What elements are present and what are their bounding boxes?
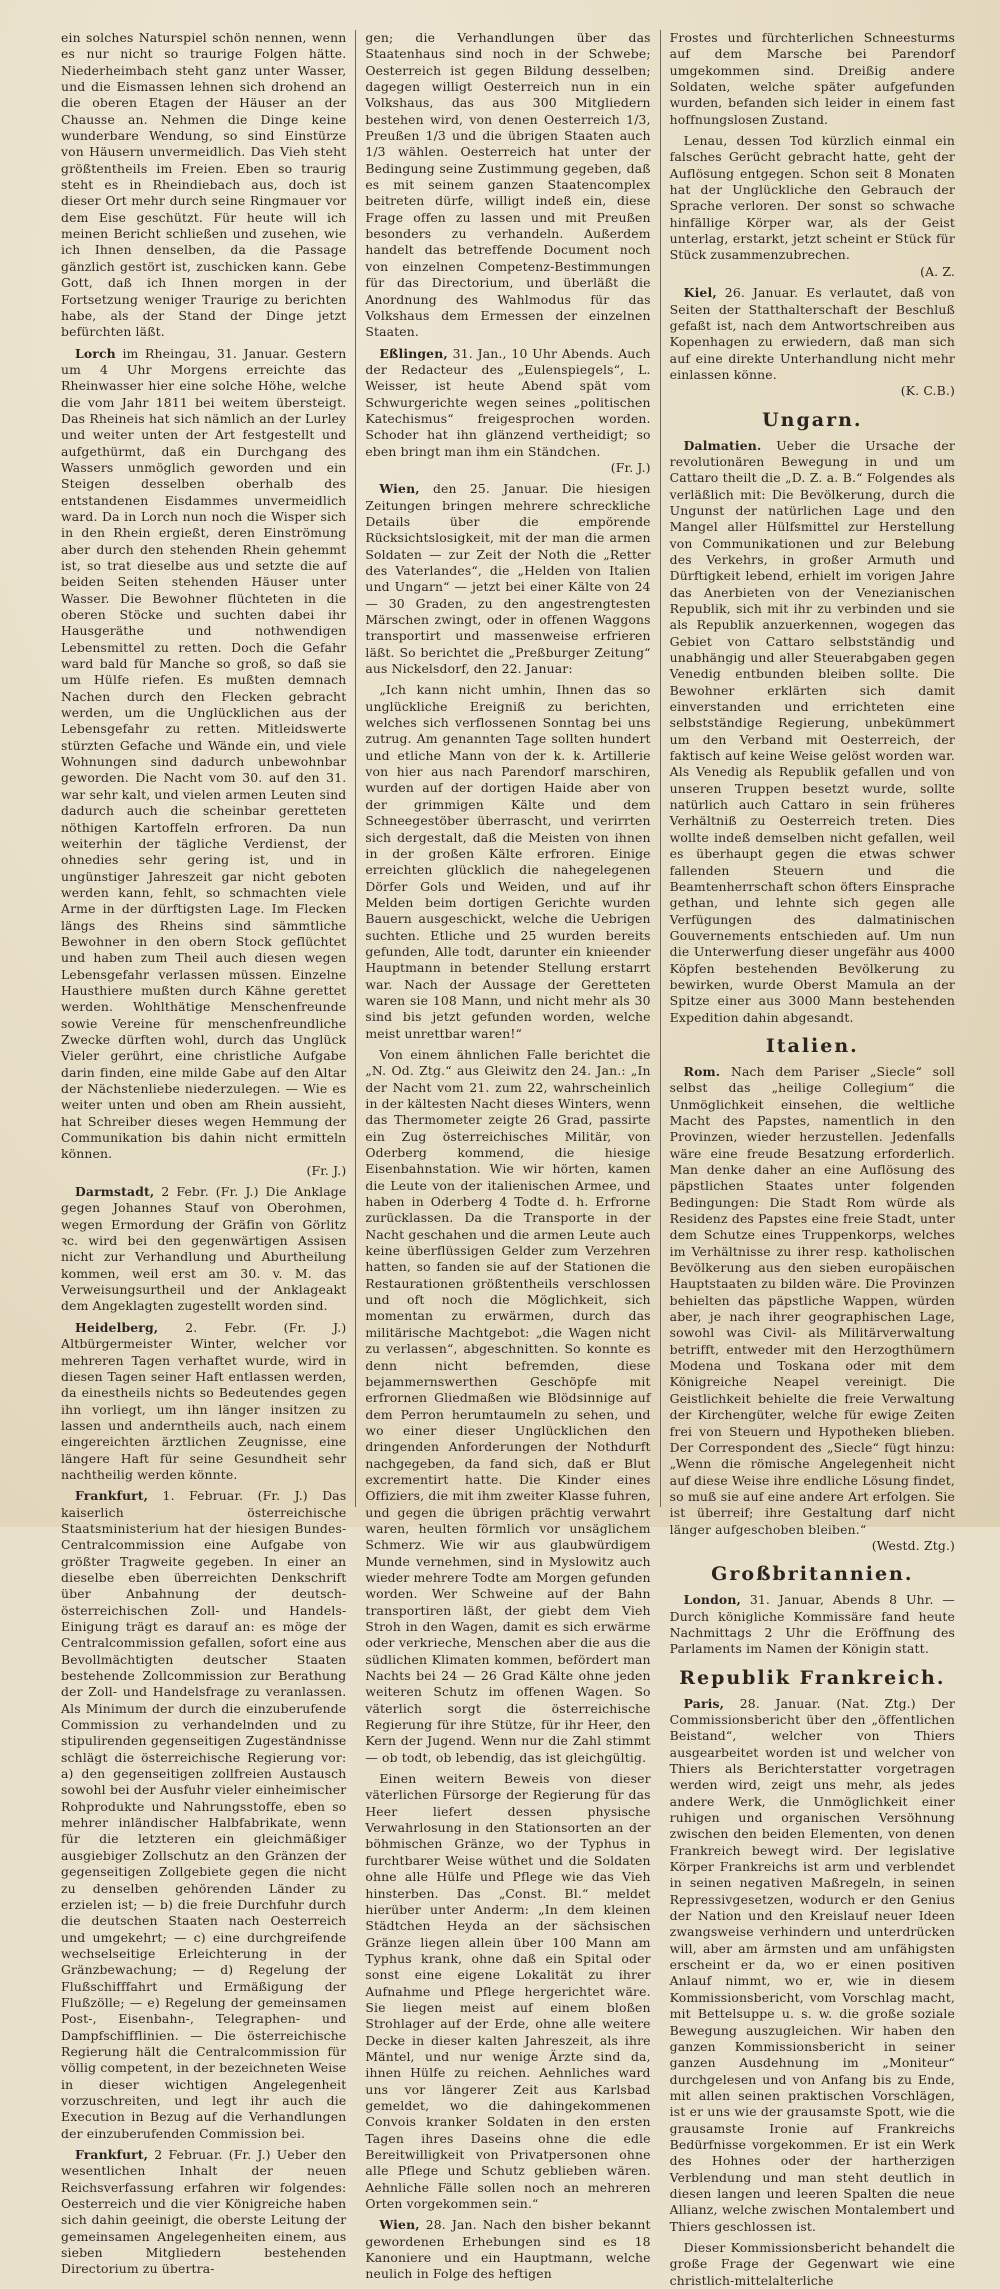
article-text: Dieser Kommissionsbericht behandelt die große Frage der Gegenwart wie eine christlich-mittelalterliche	[669, 2239, 955, 2288]
dateline-place: Rom.	[683, 1063, 721, 1079]
dateline-place: Dalmatien.	[683, 437, 762, 453]
dateline-place: Wien,	[379, 481, 420, 497]
news-article	[670, 2240, 955, 2289]
article-text: 31. Jan., 10 Uhr Abends. Auch der Redacteur des „Eulenspiegels“, L. Weisser, ist heute Abend spät vom Schwurgerichte wegen seines „politischen Katechismus“ freigesprochen worden. Schoder hat ihn glänzend vertheidigt; so eben bringt man ihm ein Ständchen.	[365, 345, 651, 459]
dateline-place: Lorch	[75, 345, 116, 361]
dateline-place: Eßlingen,	[379, 345, 448, 361]
dateline-place: Heidelberg,	[75, 1319, 159, 1335]
article-text: den 25. Januar. Die hiesigen Zeitungen bringen mehrere schreckliche Details über die empörende Rücksichtslosigkeit, mit der man die armen Soldaten — zur Zeit der Noth die „Retter des Vaterlandes“, die „Helden von Italien und Ungarn“ — jetzt bei einer Kälte von 24 — 30 Graden, zu den angestrengtesten Märschen zwingt, oder in offenen Waggons transportirt und massenweise erfrieren läßt. So berichtet die „Preßburger Zeitung“ aus Nickelsdorf, den 22. Januar:	[365, 481, 651, 677]
article-text: 31. Januar, Abends 8 Uhr. — Durch königliche Kommissäre fand heute Nachmittags 2 Uhr die Eröffnung des Parlaments im Namen der Königin statt.	[669, 1592, 955, 1657]
section-heading: Ungarn.	[762, 408, 863, 431]
article-text: im Rheingau, 31. Januar. Gestern um 4 Uhr Morgens erreichte das Rheinwasser hier eine solche Höhe, welche die vom Jahr 1811 bei weitem übersteigt. Das Rheineis hat sich nämlich an der Lurley und weiter unten der Art festgestellt und aufgethürmt, daß ein Durchgang des Wassers unmöglich geworden und ein Steigen desselben oberhalb des entstandenen Eisdammes unvermeidlich ward. Da in Lorch nun noch die Wisper sich in den Rhein ergießt, deren Einströmung aber durch den stehenden Rhein gehemmt ist, so trat dieselbe aus und setzte die auf beiden Seiten stehenden Häuser unter Wasser. Die Bewohner flüchteten in die oberen Stöcke und suchten dabei ihr Hausgeräthe und nothwendigen Lebensmittel zu retten. Doch die Gefahr ward bald für Manche so groß, so daß sie um Hülfe riefen. Es mußten demnach Nachen durch den Flecken gebracht werden, um die Unglücklichen aus der Lebensgefahr zu retten. Mitleidswerte stürzten Gefache und Wände ein, und viele Wohnungen sind dadurch unbewohnbar geworden. Die Nacht vom 30. auf den 31. war sehr kalt, und vielen armen Leuten sind dadurch auch die scheinbar geretteten nöthigen Kartoffeln erfroren. Da nun weiterhin der tägliche Verdienst, der ohnedies sehr gering ist, und in ungünstiger Jahreszeit gar nicht geboten werden kann, fehlt, so schmachten viele Arme in der dürftigsten Lage. Im Flecken längs des Rheins sind sämmtliche Bewohner in den obern Stock geflüchtet und haben zum Theil auch diesen wegen Lebensgefahr verlassen müssen. Einzelne Hausthiere mußten durch Kähne gerettet werden. Wohlthätige Menschenfreunde sowie Vereine für menschenfreundliche Zwecke dürften wohl, durch das Unglück Vieler gerührt, eine christliche Aufgabe darin finden, eine milde Gabe auf den Altar der Nächstenliebe niederzulegen. — Wie es weiter unten und oben am Rhein aussieht, hat Schreiber dieses wegen Hemmung der Communikation bis dahin nicht ermitteln können.	[61, 345, 347, 1162]
section-heading: Großbritannien.	[711, 1563, 914, 1586]
article-text: 2 Februar. (Fr. J.) Ueber den wesentlichen Inhalt der neuen Reichsverfassung erfahren wir folgendes: Oesterreich und die vier Königreiche haben sich dahin geeinigt, die oberste Leitung der gemeinsamen Angelegenheiten einem, aus sieben Mitgliedern bestehenden Directorium zu übertra-	[61, 2147, 347, 2277]
news-article	[365, 30, 650, 341]
article-text: 2 Febr. (Fr. J.) Die Anklage gegen Johannes Stauf von Oberohmen, wegen Ermordung der Gräfin von Görlitz ꝛc. wird bei den gegenwärtigen Assisen nicht zur Verhandlung und Aburtheilung kommen, weil erst am 30. v. M. das Verweisungsurtheil und der Anklageakt dem Angeklagten zugestellt worden sind.	[61, 1184, 347, 1314]
news-article	[61, 1184, 346, 1315]
article-text: Nach dem Pariser „Siecle“ soll selbst das „heilige Collegium“ die Unmöglichkeit einsehen, die weltliche Macht des Papstes, namentlich in den Provinzen, wieder herzustellen. Jedenfalls wäre eine freude Besatzung erforderlich. Man denke daher an eine Auflösung des päpstlichen Staates unter folgenden Bedingungen: Die Stadt Rom würde als Residenz des Papstes eine freie Stadt, unter dem Schutze eines Truppenkorps, welches im Verhältnisse zu ihrer resp. katholischen Bevölkerung aus den sieben europäischen Hauptstaaten zu bilden wäre. Die Provinzen behielten das päpstliche Wappen, würden aber, je nach ihrer geographischen Lage, sowohl was Civil- als Militärverwaltung betrifft, entweder mit den Herzogthümern Modena und Toskana oder mit dem Königreiche Neapel vereinigt. Die Geistlichkeit behielte die freie Verwaltung der Kirchengüter, welche für ewige Zeiten frei von Steuern und Hypotheken blieben. Der Correspondent des „Siecle“ fügt hinzu: „Wenn die römische Angelegenheit nicht auf diese Weise ihre endliche Lösung findet, so muß sie auf eine andere Art erfolgen. Sie ist überreif; ihre Gestaltung darf nicht länger aufgeschoben bleiben.“	[669, 1063, 955, 1537]
news-article	[670, 30, 955, 128]
news-article	[365, 2217, 650, 2282]
article-text: 1. Februar. (Fr. J.) Das kaiserlich österreichische Staatsministerium hat der hiesigen Bundes-Centralcommission eine Aufgabe von größter Tragweite gegeben. In einer an dieselbe eben überreichten Denkschrift über Anbahnung der deutsch-österreichischen Zoll- und Handels-Einigung trägt es darauf an: es möge der Centralcommission gefallen, sofort eine aus Bevollmächtigten deutscher Staaten bestehende Zollcommission zur Berathung der Zoll- und Handelsfrage zu veranlassen. Als Minimum der durch die einzuberufende Commission zu verhandelnden und zu stipulirenden gegenseitigen Zugeständnisse schlägt die österreichische Regierung vor: a) den gegenseitigen zollfreien Austausch sowohl bei der Ausfuhr vieler einheimischer Rohprodukte und Nahrungsstoffe, eben so mehrer inländischer Halbfabrikate, wenn für die letzteren ein gleichmäßiger ausgiebiger Zollschutz an den Gränzen der gegenseitigen Zollgebiete gegen die nicht zu denselben gehörenden Länder zu erzielen ist; — b) die freie Durchfuhr durch die deutschen Staaten nach Oesterreich und umgekehrt; — c) eine durchgreifende wechselseitige Erleichterung in der Gränzbewachung; — d) Regelung der Flußschifffahrt und Ermäßigung der Flußzölle; — e) Regelung der gemeinsamen Post-, Eisenbahn-, Telegraphen- und Dampfschifflinien. — Die österreichische Regierung hält die Centralcommission für völlig competent, in der bezeichneten Weise in dieser wichtigen Angelegenheit vorzuschreiten, und legt ihr auch die Execution in Bezug auf die Verhandlungen der einzuberufenden Commission bei.	[61, 1488, 347, 2141]
source-attribution: (K. C.B.)	[900, 383, 955, 399]
dateline-place: Paris,	[683, 1695, 725, 1711]
dateline-place: London,	[683, 1592, 741, 1608]
dateline-place: Frankfurt,	[75, 2147, 149, 2162]
column-2	[355, 30, 659, 2282]
article-text: Von einem ähnlichen Falle berichtet die „N. Od. Ztg.“ aus Gleiwitz den 24. Jan.: „In der Nacht vom 21. zum 22, wahrscheinlich in der kältesten Nacht dieses Winters, wenn das Thermometer zeigte 26 Grad, passirte ein Zug österreichisches Militär, von Oderberg kommend, die hiesige Eisenbahnstation. Wie wir hörten, kamen die Leute von der italienischen Armee, und haben in Oderberg 4 Todte d. h. Erfrorne zurücklassen. Da die Transporte in der Nacht geschahen und die armen Leute auch keine überflüssigen Gelder zum Verzehren hatten, so fanden sie auf der Stationen die Restaurationen größtentheils verschlossen und oft noch die Möglichkeit, sich momentan zu erwärmen, durch das militärische Machtgebot: „die Wagen nicht zu verlassen“, abgeschnitten. So konnte es denn nicht befremden, diese bejammernswerthen Geschöpfe mit erfrornen Gliedmaßen wie Blödsinnige auf dem Perron herumtaumeln zu sehen, und wo einer dieser Unglücklichen den dringenden Anforderungen der Nothdurft nachgegeben, da fand sich, daß er Blut excrementirt hatte. Die Kinder eines Offiziers, die mit ihm zweiter Klasse fuhren, und gegen die übrigen prächtig verwahrt waren, heulten förmlich vor unsäglichem Schmerz. Wie wir aus glaubwürdigem Munde vernehmen, sind in Myslowitz auch wieder mehrere Todte am Morgen gefunden worden. Wer Schweine auf der Bahn transportiren läßt, der giebt dem Vieh Stroh in den Wagen, damit es sich erwärme oder verkrieche, Menschen aber die aus die südlichen Klimaten kommen, befördert man Nachts bei 24 — 26 Grad Kälte ohne jeden weiteren Schutz im offenen Wagen. So väterlich sorgt die österreichische Regierung für ihre Stütze, für ihr Heer, den Kern der Jugend. Wenn nur die Zahl stimmt — ob todt, ob lebendig, das ist gleichgültig.	[365, 1046, 651, 1765]
column-layout	[52, 30, 964, 2288]
news-article	[61, 2147, 346, 2278]
news-article	[670, 285, 955, 399]
news-article	[61, 1320, 346, 1483]
source-attribution: (Westd. Ztg.)	[871, 1537, 955, 1553]
dateline-place: Wien,	[379, 2217, 420, 2233]
article-text: 28. Jan. Nach den bisher bekannt gewordenen Erhebungen sind es 18 Kanoniere und ein Hauptmann, welche neulich in Folge des heftigen	[365, 2217, 651, 2282]
article-text: 2. Febr. (Fr. J.) Altbürgermeister Winter, welcher vor mehreren Tagen verhaftet wurde, wird in diesen Tagen seiner Haft entlassen werden, da einestheils nichts so Bedeutendes gegen ihn vorliegt, um ihn länger insitzen zu lassen und anderntheils auch, nach einem eingereichten ärztlichen Zeugnisse, eine längere Haft für seine Gesundheit sehr nachtheilig werden könnte.	[61, 1319, 347, 1482]
source-attribution: (Fr. J.)	[610, 459, 651, 475]
news-article	[670, 1592, 955, 1657]
news-article	[670, 133, 955, 280]
news-article	[670, 1696, 955, 2235]
section-heading: Republik Frankreich.	[679, 1666, 946, 1689]
dateline-place: Kiel,	[683, 285, 717, 301]
source-attribution: (A. Z.	[920, 263, 955, 279]
article-text: Ueber die Ursache der revolutionären Bewegung in und um Cattaro theilt die „D. Z. a. B.“ Folgendes als verläßlich mit: Die Bevölkerung, durch die Ungunst der natürlichen Lage und den Mangel aller Hülfsmittel zur Herstellung von Communikationen und zur Belebung des Verkehrs, in großer Armuth und Dürftigkeit lebend, erhielt im vorigen Jahre das Anerbieten von der Venezianischen Republik, sich mit ihr zu verbinden und sie als Republik anzuerkennen, wogegen das Gebiet von Cattaro selbstständig und unabhängig und aller Steuerabgaben gegen Venedig entbunden bleiben sollte. Die Bewohner erklärten sich damit einverstanden und errichteten eine selbstständige Regierung, unbekümmert um den Verband mit Oesterreich, der faktisch auf keine Weise gelöst worden war. Als Venedig als Republik gefallen und von unseren Truppen besetzt wurde, sollte natürlich auch Cattaro in sein früheres Verhältniß zu Oesterreich treten. Dies wollte indeß demselben nicht gefallen, weil es überhaupt gegen die etwas schwer fallenden Steuern und die Beamtenherrschaft schon öfters Einsprache gethan, und lehnte sich gegen alle Verfügungen des dalmatinischen Gouvernements entschieden auf. Um nun die Unterwerfung dieser ungefähr aus 4000 Köpfen bestehenden Bevölkerung zu bewirken, wurde Oberst Mamula an der Spitze einer aus 3000 Mann bestehenden Expedition dahin abgesandt.	[669, 437, 955, 1025]
article-text: ein solches Naturspiel schön nennen, wenn es nur nicht so traurige Folgen hätte. Niederheimbach steht ganz unter Wasser, und die Eismassen lehnen sich drohend an die oberen Etagen der Häuser an der Chausse an. Nehmen die Dinge keine wunderbare Wendung, so sind Einstürze von Häusern unvermeidlich. Das Vieh steht größtentheils im Freien. Eben so traurig steht es in Rheindiebach aus, doch ist dieser Ort mehr durch seine Ringmauer vor dem Eise geschützt. Für heute will ich meinen Bericht schließen und zusehen, wie ich Ihnen denselben, da die Passage gänzlich gestört ist, zuschicken kann. Gebe Gott, daß ich Ihnen morgen in der Fortsetzung weniger Traurige zu berichten habe, als der Stand der Dinge jetzt befürchten läßt.	[61, 30, 347, 340]
news-article	[61, 346, 346, 1180]
news-article	[365, 481, 650, 677]
column-3	[660, 30, 964, 2288]
news-article	[365, 682, 650, 1042]
dateline-place: Darmstadt,	[75, 1184, 155, 1200]
article-text: Frostes und fürchterlichen Schneesturms auf dem Marsche bei Parendorf umgekommen sind. Dreißig andere Soldaten, welche später aufgefunden wurden, befanden sich leider in einem fast hoffnungslosen Zustand.	[669, 30, 955, 127]
dateline-place: Frankfurt,	[75, 1488, 149, 1504]
article-text: 28. Januar. (Nat. Ztg.) Der Commissionsbericht über den „öffentlichen Beistand“, welcher von Thiers ausgearbeitet worden ist und welcher von Thiers als Berichterstatter vorgetragen werden wird, zeigt uns mehr, als jedes andere Werk, die Unmöglichkeit einer ruhigen und organischen Versöhnung zwischen den beiden Elementen, von denen Frankreich bewegt wird. Der legislative Körper Frankreichs ist arm und verblendet in seinen negativen Maßregeln, in seinen Repressivgesetzen, wodurch er den Genius der Nation und den Kreislauf neuer Ideen zwangsweise verhindern und unterdrücken will, aber am ärmsten und am unfähigsten erscheint er da, wo er einen positiven Anlauf nimmt, wo er, wie in diesem Kommissionsbericht, vom Vorschlag macht, mit Bettelsuppe u. s. w. die große soziale Bewegung auszugleichen. Wir haben den ganzen Kommissionsbericht in seiner ganzen Ausdehnung im „Moniteur“ durchgelesen und von Anfang bis zu Ende, mit allen seinen praktischen Vorschlägen, ist er uns wie der grausamste Spott, wie die grausamste Ironie auf Frankreichs Bedürfnisse vorgekommen. Er ist ein Werk des Hohnes oder der hartherzigen Verblendung und man steht deutlich in diesen langen und leeren Spalten die neue Allianz, welche zwischen Montalembert und Thiers geschlossen ist.	[669, 1695, 955, 2234]
article-text: „Ich kann nicht umhin, Ihnen das so unglückliche Ereigniß zu berichten, welches sich verflossenen Sonntag bei uns zutrug. Am genannten Tage sollten hundert und etliche Mann von der k. k. Artillerie von hier aus nach Parendorf marschiren, wurden auf der dortigen Haide aber von der grimmigen Kälte und dem Schneegestöber überrascht, und verirrten sich dergestalt, daß die Meisten von ihnen in der großen Kälte erfroren. Einige erreichten glücklich die nahegelegenen Dörfer Gols und Weiden, und auf ihr Melden beim dortigen Gerichte wurden Bauern ausgeschickt, welche die Uebrigen suchten. Etliche und 25 wurden bereits gefunden, Alle todt, darunter ein knieender Hauptmann in betender Stellung erstarrt war. Nach der Aussage der Geretteten waren sie 108 Mann, und nicht mehr als 30 sind bis jetzt gefunden worden, welche meist unrettbar waren!“	[365, 682, 651, 1041]
article-text: 26. Januar. Es verlautet, daß von Seiten der Statthalterschaft der Beschluß gefaßt ist, nach dem Antwortschreiben aus Kopenhagen zu erwiedern, daß man sich auf eine direkte Unterhandlung nicht mehr einlassen könne.	[669, 285, 955, 382]
article-text: Einen weitern Beweis von dieser väterlichen Fürsorge der Regierung für das Heer liefert dessen physische Verwahrlosung in den Stationsorten an der böhmischen Gränze, wo der Typhus in furchtbarer Weise wüthet und die Soldaten ohne alle Hülfe und Pflege wie das Vieh hinsterben. Das „Const. Bl.“ meldet hierüber unter Anderm: „In dem kleinen Städtchen Heyda an der sächsischen Gränze liegen allein über 100 Mann am Typhus krank, ohne daß ein Spital oder sonst eine eigene Lokalität zu ihrer Aufnahme und Pflege hergerichtet wäre. Sie liegen meist auf einem bloßen Strohlager auf der Erde, ohne alle weitere Decke in dieser kalten Jahreszeit, als ihre Mäntel, und nur wenige Ärzte sind da, ihnen Hülfe zu reichen. Aehnliches ward uns vor längerer Zeit aus Karlsbad gemeldet, wo die dahingekommenen Convois kranker Soldaten in den ersten Tagen ihres Daseins ohne die edle Bereitwilligkeit von Privatpersonen ohne alle Pflege und Schutz geblieben wären. Aehnliche Fälle sollen noch an mehreren Orten vorgekommen sein.“	[365, 1771, 651, 2212]
news-article	[61, 1488, 346, 2142]
column-1	[52, 30, 355, 2277]
article-text: gen; die Verhandlungen über das Staatenhaus sind noch in der Schwebe; Oesterreich ist gegen Bildung desselben; dagegen willigt Oesterreich nun in ein Volkshaus, das aus 300 Mitgliedern bestehen wird, von denen Oesterreich 1/3, Preußen 1/3 und die übrigen Staaten auch 1/3 wählen. Oesterreich hat unter der Bedingung seine Zustimmung gegeben, daß es mit seinem ganzen Staatencomplex beitreten dürfe, willigt indeß ein, diese Frage offen zu lassen und mit Preußen besonders zu verhandeln. Außerdem handelt das betreffende Document noch von einzelnen Competenz-Bestimmungen für das Directorium, und überläßt die Anordnung des Wahlmodus für das Volkshaus dem Ermessen der einzelnen Staaten.	[365, 30, 651, 340]
news-article	[365, 1771, 650, 2212]
news-article	[365, 346, 650, 477]
news-article	[670, 438, 955, 1026]
section-heading: Italien.	[765, 1034, 859, 1057]
source-attribution: (Fr. J.)	[306, 1162, 347, 1178]
news-article	[670, 1064, 955, 1554]
news-article	[365, 1047, 650, 1766]
article-text: Lenau, dessen Tod kürzlich einmal ein falsches Gerücht gebracht hatte, geht der Auflösung entgegen. Schon seit 8 Monaten hat der Unglückliche den Gebrauch der Sprache verloren. Der sonst so schwache hinfällige Körper war, als der Geist unterlag, erstarkt, jetzt scheint er Stück für Stück zusammenzubrechen.	[669, 133, 955, 263]
news-article	[61, 30, 346, 341]
